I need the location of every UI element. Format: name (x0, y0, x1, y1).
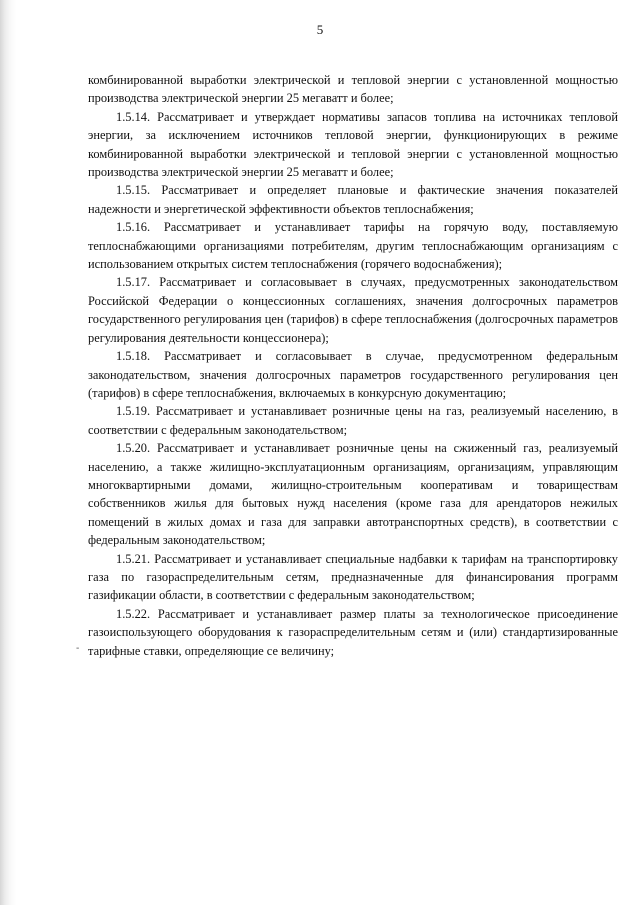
paragraph-1-5-14: 1.5.14. Рассматривает и утверждает нормативы запасов топлива на источниках тепловой энергии, за исключением источников тепловой энергии, функционирующих в режиме комбинированной выработки электрической и тепловой энергии с установленной мощностью производства электрической энергии 25 мегаватт и более; (88, 109, 618, 180)
paragraph-continuation: комбинированной выработки электрической и тепловой энергии с установленной мощностью производства электрической энергии 25 мегаватт и более; (88, 73, 618, 106)
paragraph-1-5-22: 1.5.22. Рассматривает и устанавливает размер платы за технологическое присоединение газоиспользующего оборудования к газораспределительным сетям и (или) стандартизированные тарифные ставки, определяющие се величину; (88, 606, 618, 658)
paragraph-1-5-21: 1.5.21. Рассматривает и устанавливает специальные надбавки к тарифам на транспортировку газа по газораспределительным сетям, предназначенные для финансирования программ газификации области, в соответствии с федеральным законодательством; (88, 551, 618, 603)
scan-shadow-edge (0, 0, 16, 905)
page-number: 5 (316, 22, 324, 37)
paragraph-1-5-18: 1.5.18. Рассматривает и согласовывает в случае, предусмотренном федеральным законодательством, значения долгосрочных параметров государственного регулирования цен (тарифов) в сфере теплоснабжения, включаемых в конкурсную документацию; (88, 349, 618, 400)
paragraph-1-5-20: 1.5.20. Рассматривает и устанавливает розничные цены на сжиженный газ, реализуемый населению, а также жилищно-эксплуатационным организациям, организациям, управляющим многоквартирными домами, жилищно-строительным кооперативам и товариществам собственников жилья для бытовых нужд населения (кроме газа для арендаторов нежилых помещений в жилых домах и газа для заправки автотранспортных средств), в соответствии с федеральным законодательством; (88, 441, 618, 548)
paragraph-1-5-17: 1.5.17. Рассматривает и согласовывает в случаях, предусмотренных законодательством Российской Федерации о концессионных соглашениях, значения долгосрочных параметров государственного регулирования цен (тарифов) в сфере теплоснабжения (долгосрочных параметров регулирования деятельности концессионера); (88, 275, 618, 345)
document-body (88, 71, 618, 660)
paragraph-1-5-15: 1.5.15. Рассматривает и определяет плановые и фактические значения показателей надежности и энергетической эффективности объектов теплоснабжения; (88, 183, 618, 216)
margin-mark: - (76, 643, 80, 654)
paragraph-1-5-16: 1.5.16. Рассматривает и устанавливает тарифы на горячую воду, поставляемую теплоснабжающими организациями потребителям, другим теплоснабжающим организациям с использованием открытых систем теплоснабжения (горячего водоснабжения); (88, 220, 618, 272)
paragraph-1-5-19: 1.5.19. Рассматривает и устанавливает розничные цены на газ, реализуемый населению, в соответствии с федеральным законодательством; (88, 404, 618, 437)
